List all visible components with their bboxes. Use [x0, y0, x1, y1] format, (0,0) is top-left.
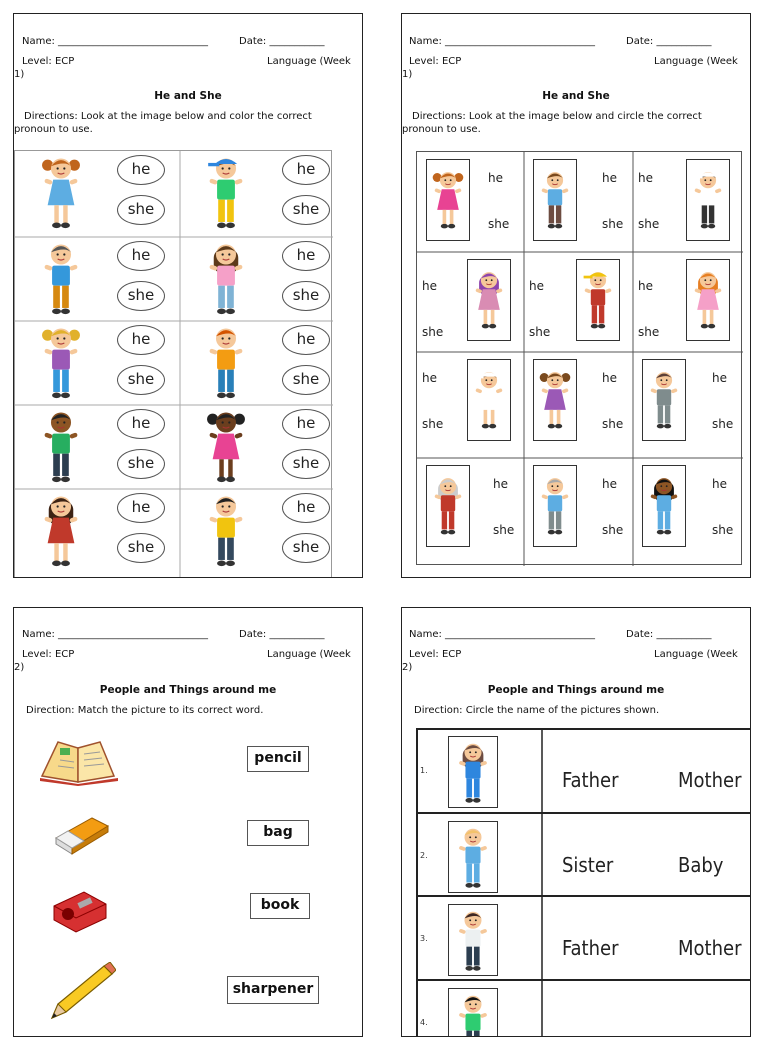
row-number: 2. — [420, 851, 428, 860]
date-field-label: Date: ___________ — [626, 36, 712, 47]
row-number: 4. — [420, 1018, 428, 1027]
he-word[interactable]: he — [638, 279, 653, 293]
person-picture — [642, 465, 686, 547]
person-picture — [576, 259, 620, 341]
he-option[interactable]: he — [282, 325, 330, 355]
week-number: 2) — [14, 662, 25, 673]
she-word[interactable]: she — [422, 325, 444, 339]
sharpener-picture — [48, 888, 112, 936]
row-number: 1. — [420, 766, 428, 775]
name-option-a[interactable]: Father — [562, 936, 619, 960]
worksheet-title: People and Things around me — [99, 684, 277, 696]
family-member-picture — [448, 821, 498, 893]
she-option[interactable]: she — [282, 281, 330, 311]
name-option-a[interactable]: Sister — [562, 853, 614, 877]
match-word-sharpener[interactable]: sharpener — [227, 976, 319, 1004]
child-picture — [38, 324, 84, 406]
he-word[interactable]: he — [602, 171, 617, 185]
she-option[interactable]: she — [282, 533, 330, 563]
she-word[interactable]: she — [602, 417, 624, 431]
worksheet-he-she-color — [13, 13, 363, 578]
language-label: Language (Week — [267, 649, 351, 660]
name-option-b[interactable]: Baby — [678, 853, 724, 877]
he-option[interactable]: he — [117, 155, 165, 185]
he-word[interactable]: he — [488, 171, 503, 185]
he-word[interactable]: he — [493, 477, 508, 491]
he-word[interactable]: he — [422, 371, 437, 385]
she-word[interactable]: she — [712, 523, 734, 537]
person-picture — [642, 359, 686, 441]
language-label: Language (Week — [654, 649, 738, 660]
she-option[interactable]: she — [282, 195, 330, 225]
name-field-label: Name: ______________________________ — [409, 36, 596, 47]
name-option-b[interactable]: Mother — [678, 768, 742, 792]
match-word-pencil[interactable]: pencil — [247, 746, 309, 772]
directions: Direction: Match the picture to its correct word. — [26, 705, 264, 716]
he-word[interactable]: he — [712, 371, 727, 385]
level-label: Level: ECP — [22, 649, 75, 660]
he-option[interactable]: he — [117, 409, 165, 439]
child-picture — [203, 324, 249, 406]
name-option-a[interactable]: Father — [562, 768, 619, 792]
child-picture — [38, 240, 84, 322]
person-picture — [467, 359, 511, 441]
she-option[interactable]: she — [282, 449, 330, 479]
row-number: 3. — [420, 934, 428, 943]
week-number: 1) — [402, 69, 413, 80]
she-word[interactable]: she — [602, 217, 624, 231]
he-word[interactable]: he — [638, 171, 653, 185]
worksheet-title: He and She — [542, 90, 610, 102]
child-picture — [203, 408, 249, 490]
he-word[interactable]: he — [712, 477, 727, 491]
date-field-label: Date: ___________ — [239, 629, 325, 640]
she-option[interactable]: she — [282, 365, 330, 395]
pencil-picture — [44, 962, 116, 1022]
child-picture — [203, 240, 249, 322]
he-word[interactable]: he — [422, 279, 437, 293]
person-picture — [426, 465, 470, 547]
child-picture — [38, 408, 84, 490]
week-number: 2) — [402, 662, 413, 673]
name-field-label: Name: ______________________________ — [409, 629, 596, 640]
person-picture — [426, 159, 470, 241]
she-option[interactable]: she — [117, 195, 165, 225]
level-label: Level: ECP — [409, 56, 462, 67]
person-picture — [533, 359, 577, 441]
she-word[interactable]: she — [602, 523, 624, 537]
person-picture — [533, 465, 577, 547]
worksheet-title: People and Things around me — [487, 684, 665, 696]
worksheet-circle-name — [401, 607, 751, 1037]
match-word-bag[interactable]: bag — [247, 820, 309, 846]
child-picture — [38, 492, 84, 574]
she-word[interactable]: she — [712, 417, 734, 431]
name-field-label: Name: ______________________________ — [22, 629, 209, 640]
worksheet-title: He and She — [154, 90, 222, 102]
worksheet-he-she-circle — [401, 13, 751, 578]
he-word[interactable]: he — [529, 279, 544, 293]
date-field-label: Date: ___________ — [239, 36, 325, 47]
she-word[interactable]: she — [529, 325, 551, 339]
he-word[interactable]: he — [602, 371, 617, 385]
she-word[interactable]: she — [493, 523, 515, 537]
language-label: Language (Week — [267, 56, 351, 67]
level-label: Level: ECP — [409, 649, 462, 660]
she-word[interactable]: she — [422, 417, 444, 431]
person-picture — [467, 259, 511, 341]
eraser-picture — [52, 814, 112, 856]
person-picture — [686, 159, 730, 241]
he-option[interactable]: he — [117, 241, 165, 271]
child-picture — [38, 154, 84, 236]
match-word-book[interactable]: book — [250, 893, 310, 919]
name-option-b[interactable]: Mother — [678, 936, 742, 960]
date-field-label: Date: ___________ — [626, 629, 712, 640]
book-picture — [38, 738, 120, 786]
family-member-picture — [448, 988, 498, 1037]
she-word[interactable]: she — [638, 217, 660, 231]
he-option[interactable]: he — [282, 155, 330, 185]
person-picture — [686, 259, 730, 341]
name-field-label: Name: ______________________________ — [22, 36, 209, 47]
she-option[interactable]: she — [117, 281, 165, 311]
week-number: 1) — [14, 69, 25, 80]
family-member-picture — [448, 736, 498, 808]
level-label: Level: ECP — [22, 56, 75, 67]
family-member-picture — [448, 904, 498, 976]
she-option[interactable]: she — [117, 533, 165, 563]
she-option[interactable]: she — [117, 365, 165, 395]
language-label: Language (Week — [654, 56, 738, 67]
directions: Direction: Circle the name of the pictures shown. — [414, 705, 660, 716]
she-word[interactable]: she — [638, 325, 660, 339]
directions: Directions: Look at the image below and circle the correct pronoun to use. — [402, 111, 702, 135]
child-picture — [203, 492, 249, 574]
child-picture — [203, 154, 249, 236]
he-option[interactable]: he — [282, 409, 330, 439]
directions: Directions: Look at the image below and color the correct pronoun to use. — [14, 111, 312, 135]
he-option[interactable]: he — [117, 325, 165, 355]
he-option[interactable]: he — [117, 493, 165, 523]
he-option[interactable]: he — [282, 241, 330, 271]
person-picture — [533, 159, 577, 241]
worksheet-match-picture — [13, 607, 363, 1037]
he-word[interactable]: he — [602, 477, 617, 491]
she-option[interactable]: she — [117, 449, 165, 479]
she-word[interactable]: she — [488, 217, 510, 231]
he-option[interactable]: he — [282, 493, 330, 523]
